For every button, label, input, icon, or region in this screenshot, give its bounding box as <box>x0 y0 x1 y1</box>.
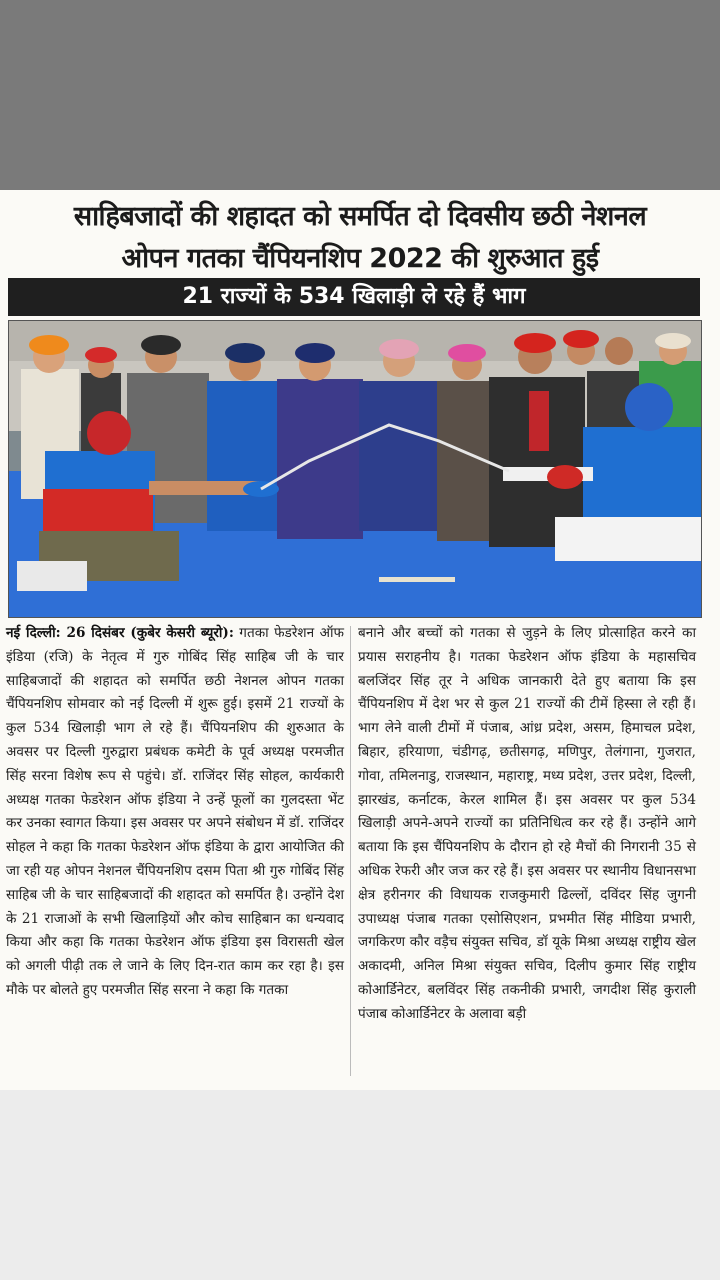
article-right-text: बनाने और बच्चों को गतका से जुड़ने के लिए प्रोत्साहित करने का प्रयास सराहनीय है। गतका फेडरेशन ऑफ इंडिया के महासचिव बलजिंदर सिंह तूर ने अधिक जानकारी देते हुए बताया कि इस चैंपियनशिप में देश भर से कुल 21 राज्यों की टीमें हिस्सा ले रही हैं। भाग लेने वाली टीमों में पंजाब, आंध्र प्रदेश, असम, हिमाचल प्रदेश, बिहार, हरियाणा, चंडीगढ़, छतीसगढ़, मणिपुर, तेलंगाना, गुजरात, गोवा, तमिलनाडु, राजस्थान, महाराष्ट्र, मध्य प्रदेश, उत्तर प्रदेश, दिल्ली, झारखंड, कर्नाटक, केरल शामिल हैं। इस अवसर पर कुल 534 खिलाड़ी अपने-अपने राज्यों का प्रतिनिधित्व कर रहे हैं। उन्होंने आगे बताया कि इस चैंपियनशिप के दौरान हो रहे मैचों की निगरानी 35 से अधिक रेफरी और जज कर रहे हैं। इस अवसर पर स्थानीय विधानसभा क्षेत्र हरीनगर की विधायक राजकुमारी ढिल्लों, दविंदर सिंह जुगनी उपाध्यक्ष पंजाब गतका एसोसिएशन, प्रभमीत सिंह मीडिया प्रभारी, जगकिरण कौर वड़ैच संयुक्त सचिव, डॉ यूके मिश्रा अध्यक्ष राष्ट्रीय खेल अकादमी, अनिल मिश्रा संयुक्त सचिव, दिलीप कुमार सिंह राष्ट्रीय कोआर्डिनेटर, बलविंदर सिंह तकनीकी प्रभारी, जगदीश सिंह कुराली पंजाब कोआर्डिनेटर के अलावा बड़ी <box>358 625 696 1022</box>
news-photo <box>8 320 702 618</box>
article-left-text: गतका फेडरेशन ऑफ इंडिया (रजि) के नेतृत्व में गुरु गोबिंद सिंह साहिब जी के चार साहिबजादों की शहादत को समर्पित छठी नेशनल ओपन गतका चैंपियनशिप सोमवार को नई दिल्ली में शुरू हुई। इसमें 21 राज्यों के कुल 534 खिलाड़ी भाग ले रहे हैं। चैंपियनशिप की शुरुआत के अवसर पर दिल्ली गुरुद्वारा प्रबंधक कमेटी के पूर्व अध्यक्ष परमजीत सिंह सरना विशेष रूप से पहुंचे। डॉ. राजिंदर सिंह सोहल, कार्यकारी अध्यक्ष गतका फेडरेशन ऑफ इंडिया ने उन्हें फूलों का गुलदस्ता भेंट कर उनका स्वागत किया। इस अवसर पर अपने संबोधन में डॉ. राजिंदर सोहल ने कहा कि गतका फेडरेशन ऑफ इंडिया के द्वारा आयोजित की जा रही यह ओपन नेशनल चैंपियनशिप दसम पिता श्री गुरु गोबिंद सिंह साहिब जी के चार साहिबजादों की शहादत को समर्पित है। उन्होंने देश के 21 राजाओं के सभी खिलाड़ियों और कोच साहिबान का धन्यवाद किया और कहा कि गतका फेडरेशन ऑफ इंडिया इस विरासती खेल को अगली पीढ़ी तक ले जाने के लिए दिन-रात काम कर रहा है। इस मौके पर बोलते हुए परमजीत सिंह सरना ने कहा कि गतका <box>6 625 344 998</box>
headline-line-1: साहिबजादों की शहादत को समर्पित दो दिवसीय छठी नेशनल <box>73 201 647 232</box>
article-column-left <box>6 622 344 1003</box>
photo-illustration <box>9 321 701 617</box>
article-column-right <box>358 622 696 1027</box>
top-gray-band <box>0 0 720 190</box>
headline-line-2: ओपन गतका चैंपियनशिप 2022 की शुरुआत हुई <box>121 243 599 274</box>
dateline: नई दिल्ली: 26 दिसंबर (कुबेर केसरी ब्यूरो): <box>6 625 234 641</box>
subheadline-bar: 21 राज्यों के 534 खिलाड़ी ले रहे हैं भाग <box>8 278 700 316</box>
article-body <box>6 622 702 1082</box>
newspaper-clipping <box>0 190 720 1090</box>
bottom-blank-area <box>0 1090 720 1280</box>
column-divider <box>350 626 351 1076</box>
